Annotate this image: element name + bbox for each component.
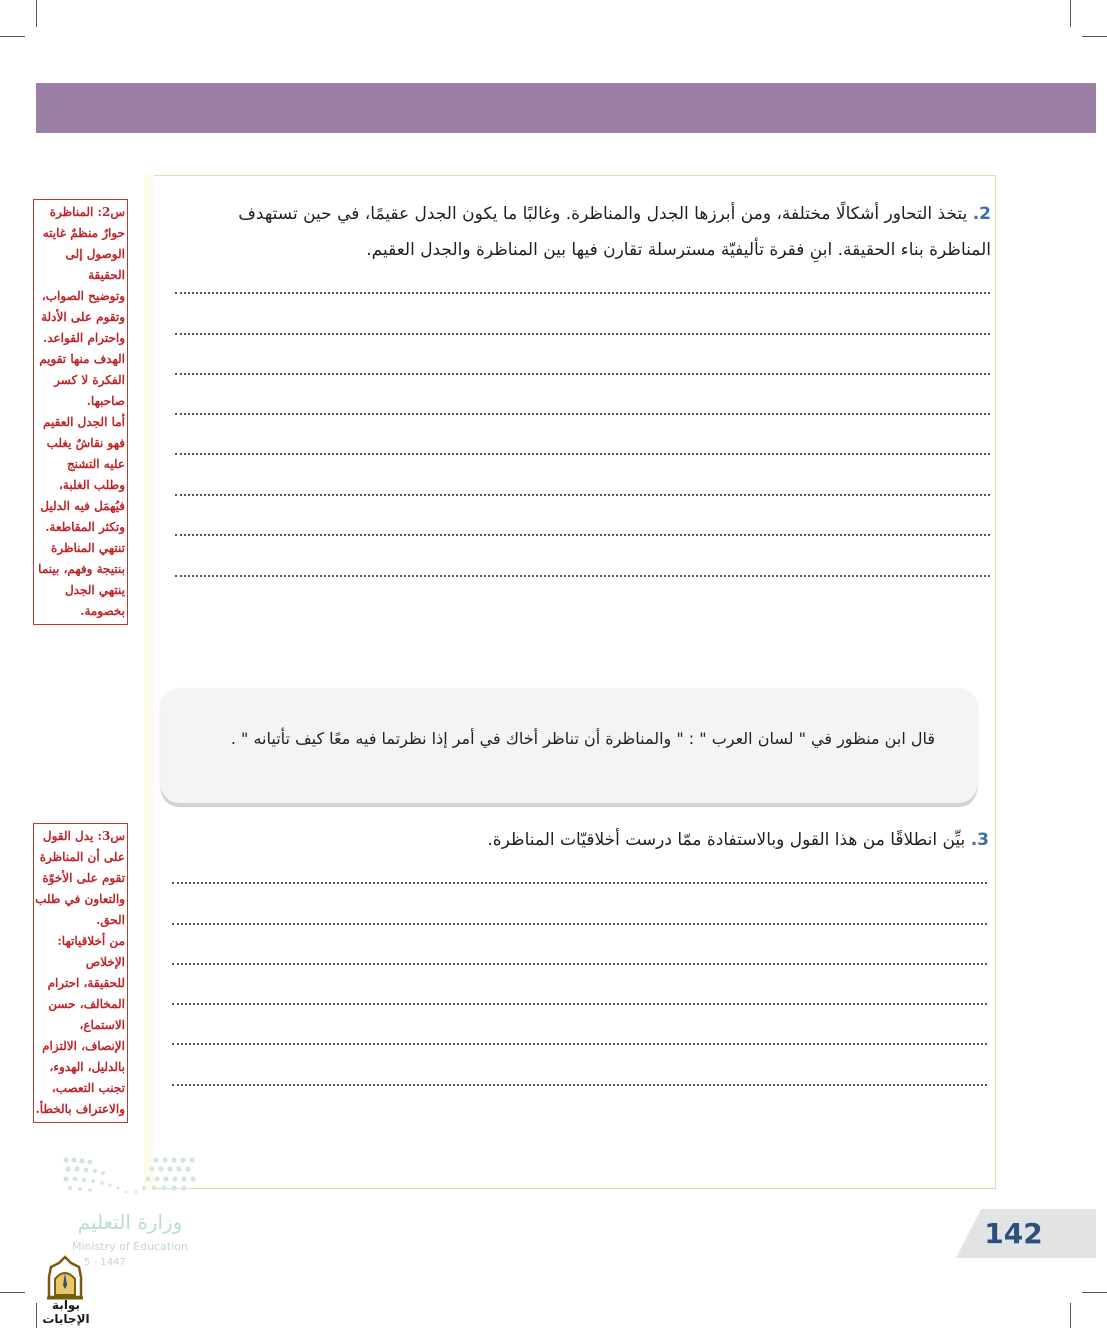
answer-box-q2 [33, 199, 128, 625]
quote-text: قال ابن منظور في " لسان العرب " : " والمناظرة أن تناظر أخاك في أمر إذا نظرتما فيه معًا كيف تأتيانه " . [230, 729, 935, 748]
question-2-number: 2. [972, 204, 991, 224]
answer-line-text: الهدف منها تقويم [39, 352, 125, 366]
answer-line-text: الاستماع، [79, 1018, 125, 1032]
answer-line-text: للحقيقة، احترام [47, 976, 125, 990]
page-number: 142 [984, 1217, 1043, 1250]
crop-mark [0, 1292, 25, 1293]
answer-line-text: أما الجدل العقيم [43, 415, 125, 429]
question-3-number: 3. [970, 830, 989, 850]
answer-line-text: بالدليل، الهدوء، [49, 1060, 125, 1074]
answer-line[interactable] [175, 494, 990, 496]
answer-line-text: الحق. [96, 913, 125, 927]
watermark-text: بوابة الإجابات [42, 1298, 90, 1326]
ministry-year: 5 - 1447 [84, 1257, 126, 1268]
answer-line[interactable] [175, 333, 990, 335]
answer-line-text: فهو نقاشٌ يغلب [46, 436, 125, 450]
answer-line[interactable] [175, 534, 990, 536]
crop-mark [1070, 1303, 1071, 1328]
answer-line-text: والتعاون في طلب [35, 892, 125, 906]
question-3-text: بيِّن انطلاقًا من هذا القول وبالاستفادة ممّا درست أخلاقيّات المناظرة. [487, 830, 966, 850]
answer-line[interactable] [175, 373, 990, 375]
answer-line[interactable] [172, 1084, 987, 1086]
answer-line[interactable] [172, 923, 987, 925]
answer-line-text: الإنصاف، الالتزام [42, 1039, 125, 1053]
answer-line-text: وتكثر المقاطعة. [45, 520, 125, 534]
answer-line-text: ينتهي الجدل [64, 583, 125, 597]
answer-line-text: صاحبها. [86, 394, 125, 408]
header-banner [36, 83, 1096, 133]
watermark-lantern-icon [45, 1255, 85, 1301]
answer-line[interactable] [175, 413, 990, 415]
answer-line[interactable] [175, 292, 990, 294]
answer-line-text: من أخلاقياتها: [57, 934, 125, 948]
question-2-line-2-row [151, 232, 991, 268]
answer-line-text: وطلب الغلبة، [59, 478, 125, 492]
ministry-name-english: Ministry of Education [71, 1240, 188, 1253]
quote-box [161, 689, 977, 803]
answer-line-text: بخصومة. [80, 604, 125, 618]
answer-line-text: واحترام القواعد. [43, 331, 125, 345]
answer-line-text: والاعتراف بالخطأ. [35, 1102, 125, 1116]
crop-mark [36, 0, 37, 27]
worksheet-panel [144, 175, 996, 1189]
crop-mark [1070, 0, 1071, 27]
answer-box-q3 [33, 823, 128, 1123]
question-2 [151, 196, 991, 232]
answer-line-text: الفكرة لا كسر [54, 373, 125, 387]
answer-line-text: تنتهي المناظرة [51, 541, 125, 555]
answer-line[interactable] [172, 882, 987, 884]
answer-line-text: وتوضيح الصواب، [41, 289, 125, 303]
answer-line-text: تجنب التعصب، [51, 1081, 125, 1095]
answer-line[interactable] [172, 1043, 987, 1045]
answer-line-text: حوارٌ منظمٌ غايته [42, 226, 125, 240]
crop-mark [0, 36, 25, 37]
ministry-name-arabic: وزارة التعليم [77, 1210, 183, 1234]
crop-mark [1082, 1292, 1107, 1293]
answer-line[interactable] [172, 1003, 987, 1005]
question-3 [189, 822, 989, 858]
answer-line-text: الإخلاص [85, 955, 125, 969]
answer-line[interactable] [175, 575, 990, 577]
answer-line-text: الوصول إلى الحقيقة [65, 247, 125, 282]
answer-line-text: بنتيجة وفهم، بينما [38, 562, 125, 576]
panel-margin-strip [144, 175, 154, 1189]
ministry-logo-icon [60, 1155, 200, 1197]
answer-line-text: س3: يدل القول [42, 829, 125, 843]
answer-line-text: المخالف، حسن [48, 997, 125, 1011]
answer-line-text: تقوم على الأخوّة [42, 871, 125, 885]
answer-line-text: على أن المناظرة [39, 850, 125, 864]
question-2-line-1: يتخذ التحاور أشكالًا مختلفة، ومن أبرزها الجدل والمناظرة. وغالبًا ما يكون الجدل عقيمًا، في حين تستهدف [238, 204, 968, 224]
answer-line-text: وتقوم على الأدلة [41, 310, 125, 324]
answer-line-text: س2: المناظرة [49, 205, 125, 219]
answer-line[interactable] [172, 963, 987, 965]
crop-mark [1082, 36, 1107, 37]
answer-line-text: عليه التشنج [66, 457, 125, 471]
answer-line-text: فيُهمَل فيه الدليل [40, 499, 125, 513]
answer-line[interactable] [175, 453, 990, 455]
question-2-line-2: المناظرة بناء الحقيقة. ابنِ فقرة تأليفيّة مسترسلة تقارن فيها بين المناظرة والجدل العقيم. [366, 240, 991, 260]
